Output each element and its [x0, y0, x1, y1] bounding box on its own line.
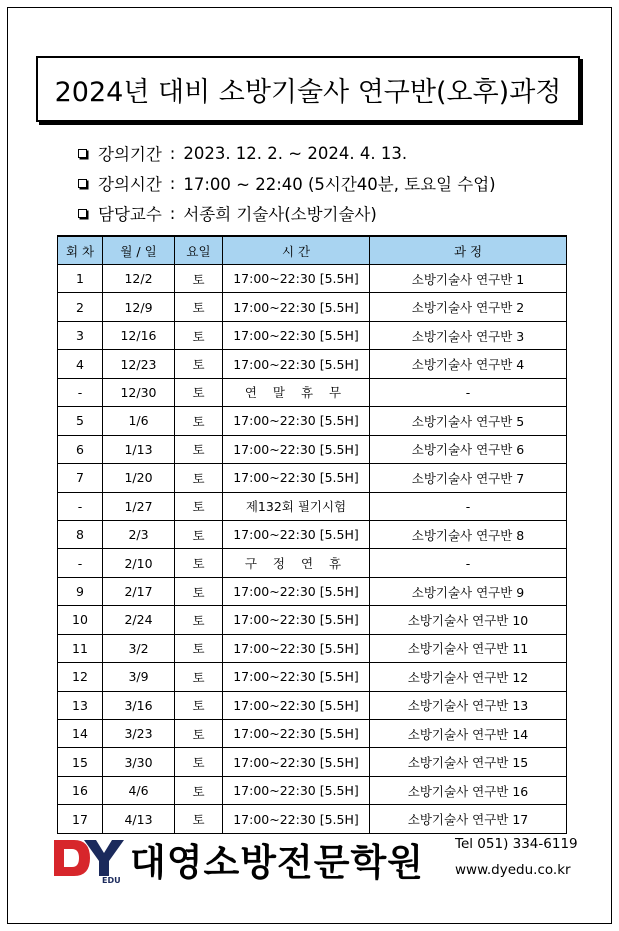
header-time: 시 간 — [223, 236, 370, 265]
cell-time: 17:00~22:30 [5.5H] — [223, 464, 370, 492]
cell-date: 1/6 — [103, 407, 175, 435]
table-row — [58, 265, 567, 293]
cell-time: 제132회 필기시험 — [223, 492, 370, 520]
cell-course: - — [370, 492, 567, 520]
table-row — [58, 634, 567, 662]
info-value: 서종희 기술사(소방기술사) — [183, 205, 377, 224]
cell-date: 12/30 — [103, 378, 175, 406]
table-row — [58, 350, 567, 378]
checkbox-bullet-icon — [78, 209, 87, 218]
cell-session: 5 — [58, 407, 103, 435]
cell-day: 토 — [175, 606, 223, 634]
cell-date: 4/6 — [103, 776, 175, 804]
cell-day: 토 — [175, 720, 223, 748]
cell-day: 토 — [175, 350, 223, 378]
cell-course: 소방기술사 연구반 4 — [370, 350, 567, 378]
cell-course: 소방기술사 연구반 14 — [370, 720, 567, 748]
cell-session: 1 — [58, 265, 103, 293]
cell-time: 17:00~22:30 [5.5H] — [223, 321, 370, 349]
cell-course: 소방기술사 연구반 13 — [370, 691, 567, 719]
table-row — [58, 691, 567, 719]
cell-day: 토 — [175, 293, 223, 321]
cell-time: 17:00~22:30 [5.5H] — [223, 634, 370, 662]
cell-day: 토 — [175, 748, 223, 776]
cell-session: 7 — [58, 464, 103, 492]
cell-course: 소방기술사 연구반 7 — [370, 464, 567, 492]
cell-day: 토 — [175, 435, 223, 463]
cell-session: - — [58, 549, 103, 577]
cell-date: 2/10 — [103, 549, 175, 577]
cell-day: 토 — [175, 776, 223, 804]
cell-course: 소방기술사 연구반 12 — [370, 663, 567, 691]
table-row — [58, 378, 567, 406]
info-separator: : — [169, 143, 176, 163]
cell-time: 17:00~22:30 [5.5H] — [223, 663, 370, 691]
cell-session: 3 — [58, 321, 103, 349]
cell-date: 2/17 — [103, 577, 175, 605]
cell-course: 소방기술사 연구반 11 — [370, 634, 567, 662]
table-header-row — [58, 236, 567, 265]
header-date: 월 / 일 — [103, 236, 175, 265]
cell-day: 토 — [175, 663, 223, 691]
info-value: 2023. 12. 2. ~ 2024. 4. 13. — [183, 143, 408, 163]
cell-date: 12/23 — [103, 350, 175, 378]
cell-time: 17:00~22:30 [5.5H] — [223, 720, 370, 748]
cell-date: 3/16 — [103, 691, 175, 719]
title-text: 2024년 대비 소방기술사 연구반(오후)과정 — [54, 76, 562, 108]
logo-sub-text: EDU — [102, 876, 121, 884]
cell-session: 6 — [58, 435, 103, 463]
table-row — [58, 577, 567, 605]
cell-time: 17:00~22:30 [5.5H] — [223, 691, 370, 719]
cell-day: 토 — [175, 691, 223, 719]
cell-course: 소방기술사 연구반 10 — [370, 606, 567, 634]
contact-tel: Tel 051) 334-6119 — [455, 836, 578, 852]
cell-course: 소방기술사 연구반 2 — [370, 293, 567, 321]
cell-day: 토 — [175, 520, 223, 548]
cell-day: 토 — [175, 549, 223, 577]
academy-name: 대영소방전문학원 — [130, 841, 424, 884]
table-row — [58, 748, 567, 776]
page-title — [36, 56, 580, 122]
header-day: 요일 — [175, 236, 223, 265]
cell-time: 17:00~22:30 [5.5H] — [223, 407, 370, 435]
cell-date: 2/3 — [103, 520, 175, 548]
header-course: 과 정 — [370, 236, 567, 265]
checkbox-bullet-icon — [78, 149, 87, 158]
cell-date: 2/24 — [103, 606, 175, 634]
table-row — [58, 520, 567, 548]
cell-session: 16 — [58, 776, 103, 804]
cell-day: 토 — [175, 321, 223, 349]
info-label: 강의기간 — [98, 145, 162, 164]
cell-day: 토 — [175, 634, 223, 662]
cell-time: 17:00~22:30 [5.5H] — [223, 776, 370, 804]
cell-date: 1/27 — [103, 492, 175, 520]
cell-time: 17:00~22:30 [5.5H] — [223, 577, 370, 605]
dy-logo-icon — [50, 836, 126, 884]
table-row — [58, 606, 567, 634]
cell-session: 17 — [58, 805, 103, 833]
cell-time: 17:00~22:30 [5.5H] — [223, 350, 370, 378]
cell-course: 소방기술사 연구반 16 — [370, 776, 567, 804]
info-label: 담당교수 — [98, 205, 162, 224]
cell-session: 13 — [58, 691, 103, 719]
table-row — [58, 720, 567, 748]
cell-session: 4 — [58, 350, 103, 378]
cell-course: 소방기술사 연구반 17 — [370, 805, 567, 833]
cell-course: 소방기술사 연구반 3 — [370, 321, 567, 349]
cell-session: 2 — [58, 293, 103, 321]
cell-date: 3/2 — [103, 634, 175, 662]
table-row — [58, 435, 567, 463]
cell-course: 소방기술사 연구반 8 — [370, 520, 567, 548]
cell-session: 10 — [58, 606, 103, 634]
table-row — [58, 407, 567, 435]
info-instructor — [78, 201, 377, 225]
cell-date: 4/13 — [103, 805, 175, 833]
cell-session: 8 — [58, 520, 103, 548]
cell-date: 12/9 — [103, 293, 175, 321]
cell-time: 17:00~22:30 [5.5H] — [223, 265, 370, 293]
cell-date: 3/9 — [103, 663, 175, 691]
info-time — [78, 171, 496, 195]
table-row — [58, 549, 567, 577]
cell-course: 소방기술사 연구반 9 — [370, 577, 567, 605]
cell-session: 12 — [58, 663, 103, 691]
cell-time: 17:00~22:30 [5.5H] — [223, 293, 370, 321]
cell-session: - — [58, 492, 103, 520]
cell-day: 토 — [175, 464, 223, 492]
cell-course: - — [370, 378, 567, 406]
schedule-table — [57, 235, 567, 834]
table-body — [58, 265, 567, 834]
cell-course: 소방기술사 연구반 5 — [370, 407, 567, 435]
table-row — [58, 805, 567, 833]
cell-date: 1/20 — [103, 464, 175, 492]
cell-time: 연 말 휴 무 — [223, 378, 370, 406]
info-label: 강의시간 — [98, 175, 162, 194]
checkbox-bullet-icon — [78, 179, 87, 188]
cell-date: 12/16 — [103, 321, 175, 349]
cell-day: 토 — [175, 407, 223, 435]
cell-course: 소방기술사 연구반 6 — [370, 435, 567, 463]
cell-day: 토 — [175, 577, 223, 605]
info-separator: : — [169, 203, 176, 223]
info-value: 17:00 ~ 22:40 (5시간40분, 토요일 수업) — [183, 175, 496, 194]
cell-date: 1/13 — [103, 435, 175, 463]
cell-session: 11 — [58, 634, 103, 662]
cell-course: 소방기술사 연구반 1 — [370, 265, 567, 293]
table-row — [58, 321, 567, 349]
cell-date: 3/23 — [103, 720, 175, 748]
info-period — [78, 141, 407, 165]
table-row — [58, 776, 567, 804]
cell-day: 토 — [175, 805, 223, 833]
cell-session: - — [58, 378, 103, 406]
cell-day: 토 — [175, 378, 223, 406]
cell-session: 15 — [58, 748, 103, 776]
contact-web[interactable]: www.dyedu.co.kr — [455, 862, 571, 878]
cell-time: 17:00~22:30 [5.5H] — [223, 435, 370, 463]
table-row — [58, 293, 567, 321]
cell-course: - — [370, 549, 567, 577]
cell-time: 17:00~22:30 [5.5H] — [223, 606, 370, 634]
cell-day: 토 — [175, 265, 223, 293]
table-row — [58, 464, 567, 492]
cell-date: 3/30 — [103, 748, 175, 776]
cell-time: 17:00~22:30 [5.5H] — [223, 805, 370, 833]
cell-session: 9 — [58, 577, 103, 605]
cell-time: 17:00~22:30 [5.5H] — [223, 748, 370, 776]
cell-date: 12/2 — [103, 265, 175, 293]
cell-course: 소방기술사 연구반 15 — [370, 748, 567, 776]
info-separator: : — [169, 173, 176, 193]
cell-day: 토 — [175, 492, 223, 520]
table-row — [58, 663, 567, 691]
header-session: 회 차 — [58, 236, 103, 265]
cell-time: 17:00~22:30 [5.5H] — [223, 520, 370, 548]
cell-time: 구 정 연 휴 — [223, 549, 370, 577]
cell-session: 14 — [58, 720, 103, 748]
table-row — [58, 492, 567, 520]
